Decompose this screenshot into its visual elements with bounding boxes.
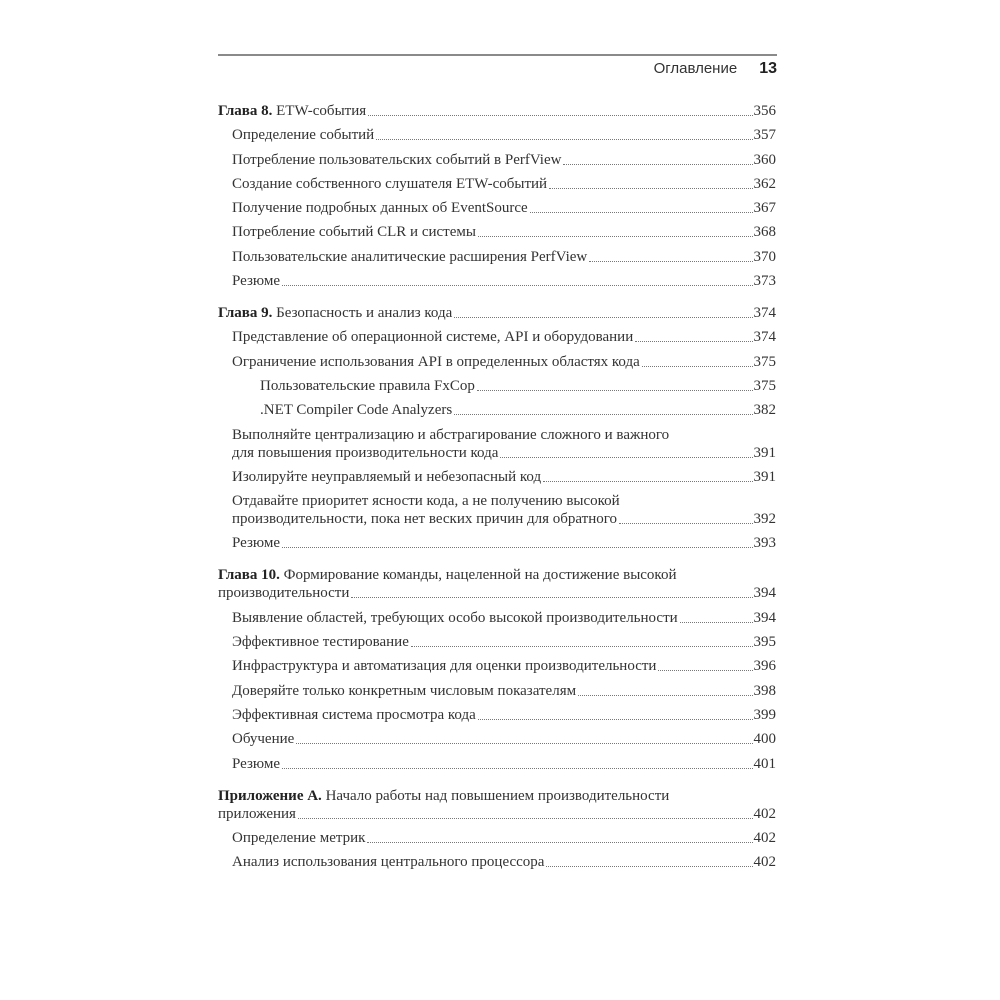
toc-entry[interactable]	[218, 401, 776, 419]
toc-entry[interactable]	[218, 534, 776, 552]
toc-page-number: 402	[753, 829, 776, 846]
toc-chapter	[218, 566, 776, 772]
toc-page-number: 360	[753, 151, 776, 168]
toc-entry[interactable]	[218, 730, 776, 748]
dot-leader	[298, 818, 753, 819]
toc-chapter-title-text: ETW-события	[276, 103, 367, 119]
toc-entry-title: Потребление пользовательских событий в PerfView	[232, 151, 562, 168]
toc-page-number: 374	[753, 305, 776, 322]
dot-leader	[563, 164, 752, 165]
toc-entry-title: Получение подробных данных об EventSource	[232, 200, 528, 217]
toc-entry-title: Обучение	[232, 731, 295, 748]
toc-entry-title: Определение метрик	[232, 829, 366, 846]
toc-entry-title: .NET Compiler Code Analyzers	[260, 402, 453, 419]
page-number: 13	[759, 60, 777, 77]
toc-entry-cont[interactable]	[218, 444, 776, 462]
table-of-contents	[218, 102, 776, 885]
toc-entry-title: Доверяйте только конкретным числовым показателям	[232, 682, 577, 699]
toc-chapter-heading-cont[interactable]	[218, 584, 776, 602]
dot-leader	[454, 414, 752, 415]
dot-leader	[549, 188, 752, 189]
toc-entry[interactable]	[218, 248, 776, 266]
toc-entry[interactable]	[218, 151, 776, 169]
toc-entry-title: Анализ использования центрального процессора	[232, 854, 545, 871]
dot-leader	[589, 261, 752, 262]
toc-page-number: 356	[753, 103, 776, 119]
dot-leader	[351, 597, 752, 598]
toc-page-number: 395	[753, 634, 776, 651]
toc-chapter-label: Глава 10.	[218, 567, 280, 584]
toc-page-number: 357	[753, 127, 776, 144]
toc-chapter-heading[interactable]	[218, 304, 776, 322]
toc-entry-title: Эффективная система просмотра кода	[232, 706, 476, 723]
toc-page-number: 373	[753, 273, 776, 290]
toc-entry-title: Изолируйте неуправляемый и небезопасный код	[232, 468, 542, 485]
toc-entry-title: Создание собственного слушателя ETW-событий	[232, 175, 548, 192]
dot-leader	[642, 366, 753, 367]
toc-entry-title: Представление об операционной системе, API и оборудовании	[232, 329, 634, 346]
toc-entry-title: Пользовательские правила FxCop	[260, 377, 475, 394]
toc-entry-title: Эффективное тестирование	[232, 634, 409, 651]
toc-entry[interactable]	[218, 829, 776, 847]
dot-leader	[411, 646, 753, 647]
running-head-title: Оглавление	[653, 60, 738, 77]
toc-entry[interactable]	[218, 353, 776, 371]
toc-entry-title: Выявление областей, требующих особо высокой производительности	[232, 609, 678, 626]
dot-leader	[282, 768, 752, 769]
toc-chapter-title-text: Начало работы над повышением производительности	[325, 787, 670, 804]
toc-entry-title: Инфраструктура и автоматизация для оценки производительности	[232, 658, 657, 675]
toc-chapter-title-line2: приложения	[218, 805, 296, 822]
toc-page-number: 367	[753, 200, 776, 217]
toc-entry[interactable]	[218, 706, 776, 724]
toc-chapter-title	[218, 787, 669, 805]
toc-entry[interactable]	[218, 426, 776, 444]
dot-leader	[478, 236, 753, 237]
dot-leader	[367, 842, 752, 843]
toc-chapter-title	[218, 102, 366, 120]
toc-entry[interactable]	[218, 609, 776, 627]
toc-page-number: 394	[753, 585, 776, 602]
toc-chapter-title-text: Формирование команды, нацеленной на достижение высокой	[283, 567, 677, 584]
toc-chapter-heading[interactable]	[218, 102, 776, 120]
dot-leader	[658, 670, 752, 671]
toc-entry[interactable]	[218, 199, 776, 217]
toc-entry-cont[interactable]	[218, 510, 776, 528]
toc-chapter-title-line2: производительности	[218, 585, 350, 602]
toc-page-number: 400	[753, 731, 776, 748]
toc-chapter-heading-cont[interactable]	[218, 805, 776, 823]
toc-entry-title: Резюме	[232, 535, 281, 552]
toc-page-number: 402	[753, 805, 776, 822]
toc-entry-title: Потребление событий CLR и системы	[232, 224, 476, 241]
running-head	[654, 60, 777, 78]
toc-page-number: 401	[753, 755, 776, 772]
toc-entry-title: Ограничение использования API в определенных областях кода	[232, 353, 640, 370]
toc-entry[interactable]	[218, 175, 776, 193]
toc-entry-title: Пользовательские аналитические расширения PerfView	[232, 248, 588, 265]
toc-entry-title: Резюме	[232, 755, 281, 772]
toc-page-number: 391	[753, 444, 776, 461]
toc-chapter-title-text: Безопасность и анализ кода	[276, 305, 453, 322]
toc-page-number: 402	[753, 854, 776, 871]
toc-page-number: 394	[753, 609, 776, 626]
toc-page-number: 393	[753, 535, 776, 552]
toc-entry[interactable]	[218, 272, 776, 290]
toc-chapter-label: Глава 8.	[218, 103, 273, 119]
dot-leader	[546, 866, 752, 867]
toc-entry[interactable]	[218, 492, 776, 510]
toc-entry[interactable]	[218, 755, 776, 773]
toc-chapter	[218, 102, 776, 290]
toc-entry-title: Определение событий	[232, 127, 375, 144]
dot-leader	[543, 481, 752, 482]
toc-entry-title-line2: для повышения производительности кода	[232, 444, 499, 461]
dot-leader	[478, 719, 753, 720]
toc-page-number: 391	[753, 468, 776, 485]
toc-page-number: 392	[753, 511, 776, 528]
dot-leader	[282, 285, 752, 286]
toc-chapter-heading[interactable]	[218, 787, 776, 805]
toc-entry[interactable]	[218, 682, 776, 700]
toc-chapter	[218, 304, 776, 552]
dot-leader	[296, 743, 752, 744]
dot-leader	[530, 212, 753, 213]
toc-page-number: 374	[753, 329, 776, 346]
toc-page-number: 398	[753, 682, 776, 699]
toc-entry-title: Отдавайте приоритет ясности кода, а не получению высокой	[232, 493, 620, 510]
toc-page-number: 370	[753, 248, 776, 265]
toc-page-number: 375	[753, 377, 776, 394]
toc-page-number: 362	[753, 175, 776, 192]
toc-entry-title: Резюме	[232, 273, 281, 290]
toc-page-number: 382	[753, 402, 776, 419]
toc-entry[interactable]	[218, 377, 776, 395]
toc-entry[interactable]	[218, 853, 776, 871]
toc-entry-title-line2: производительности, пока нет веских причин для обратного	[232, 511, 618, 528]
toc-chapter-title	[218, 566, 676, 584]
dot-leader	[454, 317, 752, 318]
toc-entry[interactable]	[218, 633, 776, 651]
toc-page-number: 396	[753, 658, 776, 675]
dot-leader	[619, 523, 752, 524]
toc-page-number: 368	[753, 224, 776, 241]
toc-chapter-title	[218, 304, 452, 322]
toc-entry-title: Выполняйте централизацию и абстрагирование сложного и важного	[232, 426, 670, 443]
toc-entry[interactable]	[218, 328, 776, 346]
toc-chapter-label: Приложение А.	[218, 787, 322, 804]
toc-entry[interactable]	[218, 468, 776, 486]
toc-chapter-heading[interactable]	[218, 566, 776, 584]
toc-page-number: 399	[753, 706, 776, 723]
dot-leader	[477, 390, 753, 391]
toc-entry[interactable]	[218, 126, 776, 144]
toc-page-number: 375	[753, 353, 776, 370]
dot-leader	[578, 695, 752, 696]
toc-chapter	[218, 787, 776, 872]
header-rule	[218, 54, 777, 56]
dot-leader	[376, 139, 752, 140]
toc-entry[interactable]	[218, 657, 776, 675]
toc-entry[interactable]	[218, 223, 776, 241]
dot-leader	[500, 457, 752, 458]
dot-leader	[635, 341, 752, 342]
toc-chapter-label: Глава 9.	[218, 305, 273, 322]
dot-leader	[282, 547, 752, 548]
dot-leader	[368, 115, 752, 116]
dot-leader	[680, 622, 753, 623]
